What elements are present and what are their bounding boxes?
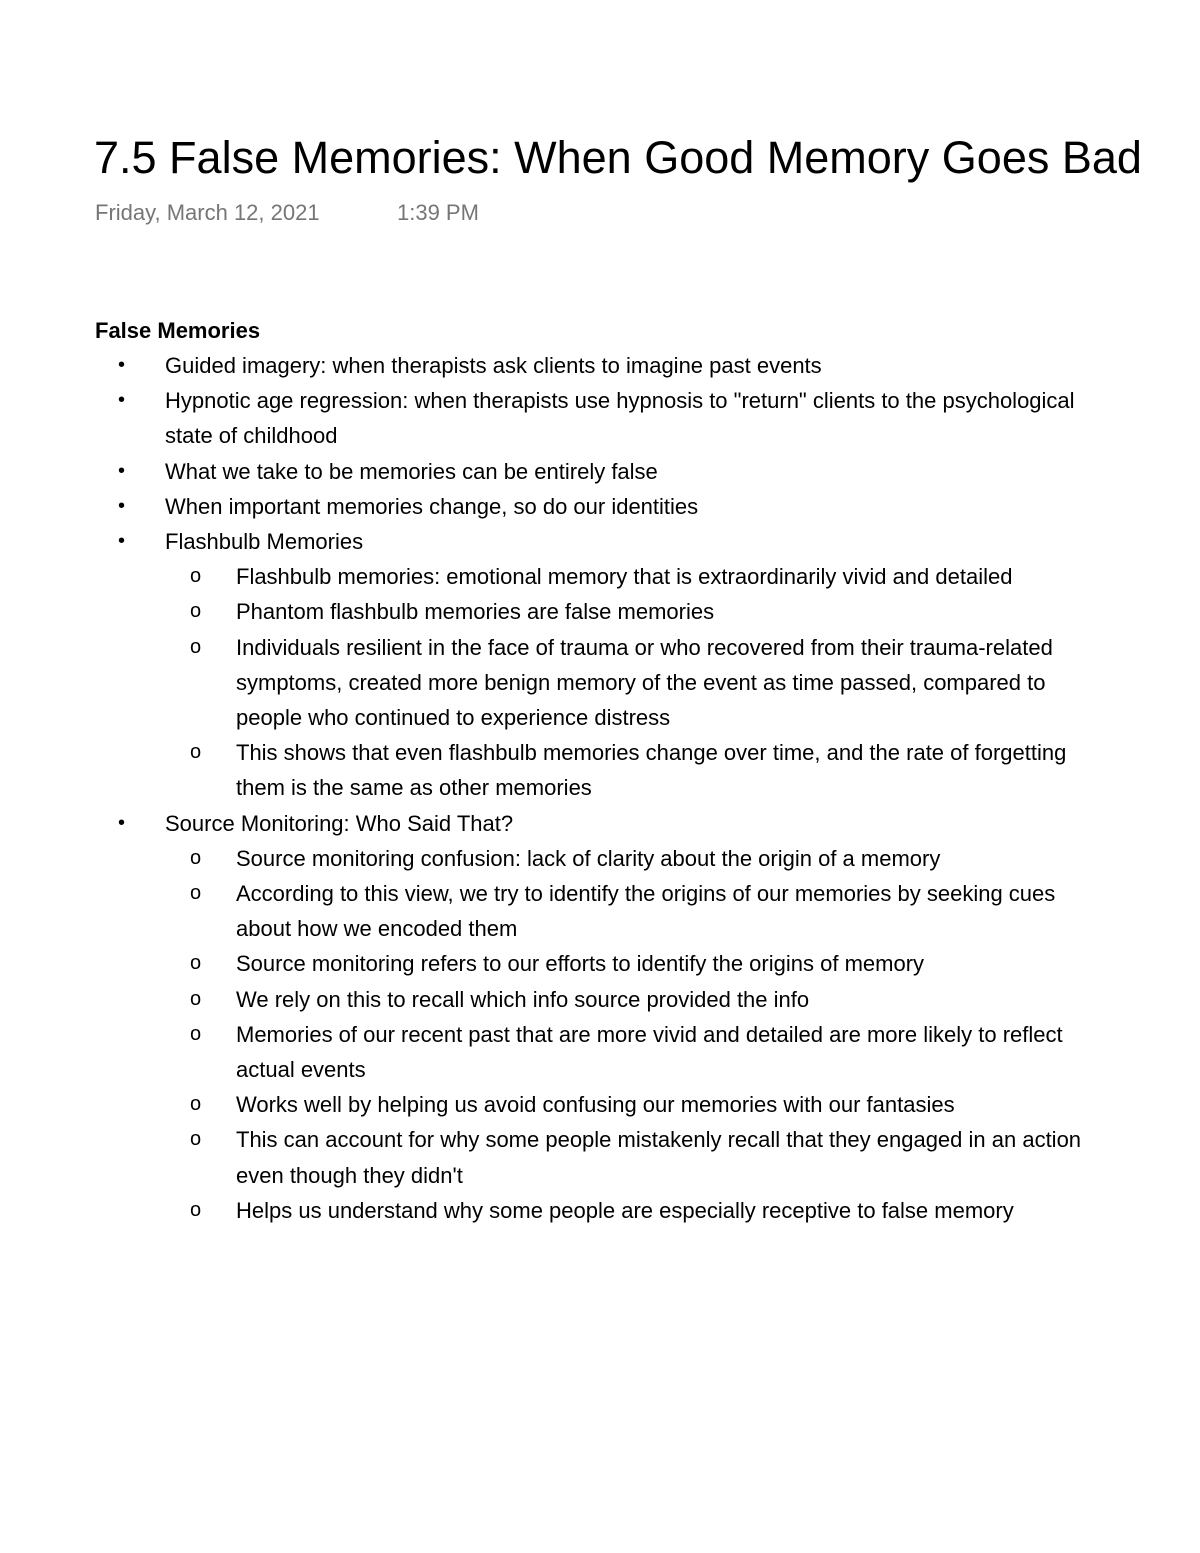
sub-list-item-text: Source monitoring confusion: lack of clarity about the origin of a memory: [236, 845, 941, 871]
sub-list-item: [0, 1122, 1200, 1192]
bullet-icon: •: [118, 459, 126, 482]
sub-list-item-text: Flashbulb memories: emotional memory that is extraordinarily vivid and detailed: [236, 564, 1013, 590]
bullet-icon: •: [118, 811, 126, 834]
list-item-text: Guided imagery: when therapists ask clients to imagine past events: [165, 353, 822, 378]
list-item-text: When important memories change, so do our identities: [165, 493, 699, 519]
circle-bullet-icon: o: [190, 987, 202, 1010]
circle-bullet-icon: o: [190, 1198, 202, 1221]
circle-bullet-icon: o: [190, 846, 202, 869]
circle-bullet-icon: o: [190, 1128, 202, 1151]
page-title: 7.5 False Memories: When Good Memory Goes Bad: [94, 132, 1142, 183]
list-item: [0, 489, 1200, 524]
section-heading: False Memories: [95, 318, 261, 343]
bullet-icon: •: [118, 389, 126, 412]
list-item-text: What we take to be memories can be entirely false: [165, 458, 658, 484]
sub-list-item: [0, 630, 1200, 736]
sub-list-item: [0, 841, 1200, 876]
sub-list-item: [0, 1017, 1200, 1087]
bullet-icon: •: [118, 530, 126, 553]
circle-bullet-icon: o: [190, 952, 202, 975]
list-item: [0, 348, 1200, 383]
sub-list-item: [0, 876, 1200, 946]
sub-list-item-text: Helps us understand why some people are especially receptive to false memory: [236, 1197, 1014, 1223]
bullet-list: [0, 348, 1200, 1228]
sub-bullet-list: [165, 559, 1090, 805]
list-item-text: Hypnotic age regression: when therapists use hypnosis to "return" clients to the psychological state of childhood: [165, 388, 1075, 449]
sub-list-item-text: Source monitoring refers to our efforts to identify the origins of memory: [236, 951, 925, 977]
sub-list-item: [0, 982, 1200, 1017]
sub-bullet-list: [165, 841, 1090, 1228]
list-item: [0, 524, 1200, 806]
sub-list-item: [0, 1193, 1200, 1228]
sub-list-item: [0, 559, 1200, 594]
list-item-text: Source Monitoring: Who Said That?: [165, 810, 514, 836]
page-date: Friday, March 12, 2021: [95, 200, 320, 225]
bullet-icon: •: [118, 494, 126, 517]
circle-bullet-icon: o: [190, 1093, 202, 1116]
sub-list-item: [0, 1087, 1200, 1122]
sub-list-item-text: This can account for why some people mistakenly recall that they engaged in an action even though they didn't: [236, 1127, 1082, 1188]
circle-bullet-icon: o: [190, 565, 202, 588]
page-time: 1:39 PM: [397, 200, 479, 225]
page-timestamp: [95, 198, 479, 228]
list-item: [0, 383, 1200, 453]
sub-list-item: [0, 946, 1200, 981]
circle-bullet-icon: o: [190, 741, 202, 764]
sub-list-item-text: According to this view, we try to identify the origins of our memories by seeking cues about how we encoded them: [236, 881, 1056, 942]
circle-bullet-icon: o: [190, 600, 202, 623]
sub-list-item: [0, 735, 1200, 805]
sub-list-item-text: We rely on this to recall which info source provided the info: [236, 986, 810, 1012]
sub-list-item: [0, 594, 1200, 629]
sub-list-item-text: Phantom flashbulb memories are false memories: [236, 599, 715, 625]
sub-list-item-text: Individuals resilient in the face of trauma or who recovered from their trauma-related symptoms, created more benign memory of the event as time passed, compared to people who continued to experience distress: [236, 634, 1053, 731]
list-item: [0, 454, 1200, 489]
sub-list-item-text: Memories of our recent past that are more vivid and detailed are more likely to reflect actual events: [236, 1021, 1063, 1083]
sub-list-item-text: Works well by helping us avoid confusing our memories with our fantasies: [236, 1092, 955, 1118]
bullet-icon: •: [118, 354, 126, 376]
sub-list-item-text: This shows that even flashbulb memories change over time, and the rate of forgetting them is the same as other memories: [236, 740, 1067, 801]
circle-bullet-icon: o: [190, 1022, 202, 1045]
circle-bullet-icon: o: [190, 635, 202, 658]
circle-bullet-icon: o: [190, 882, 202, 905]
list-item: [0, 806, 1200, 1228]
list-item-text: Flashbulb Memories: [165, 529, 364, 555]
